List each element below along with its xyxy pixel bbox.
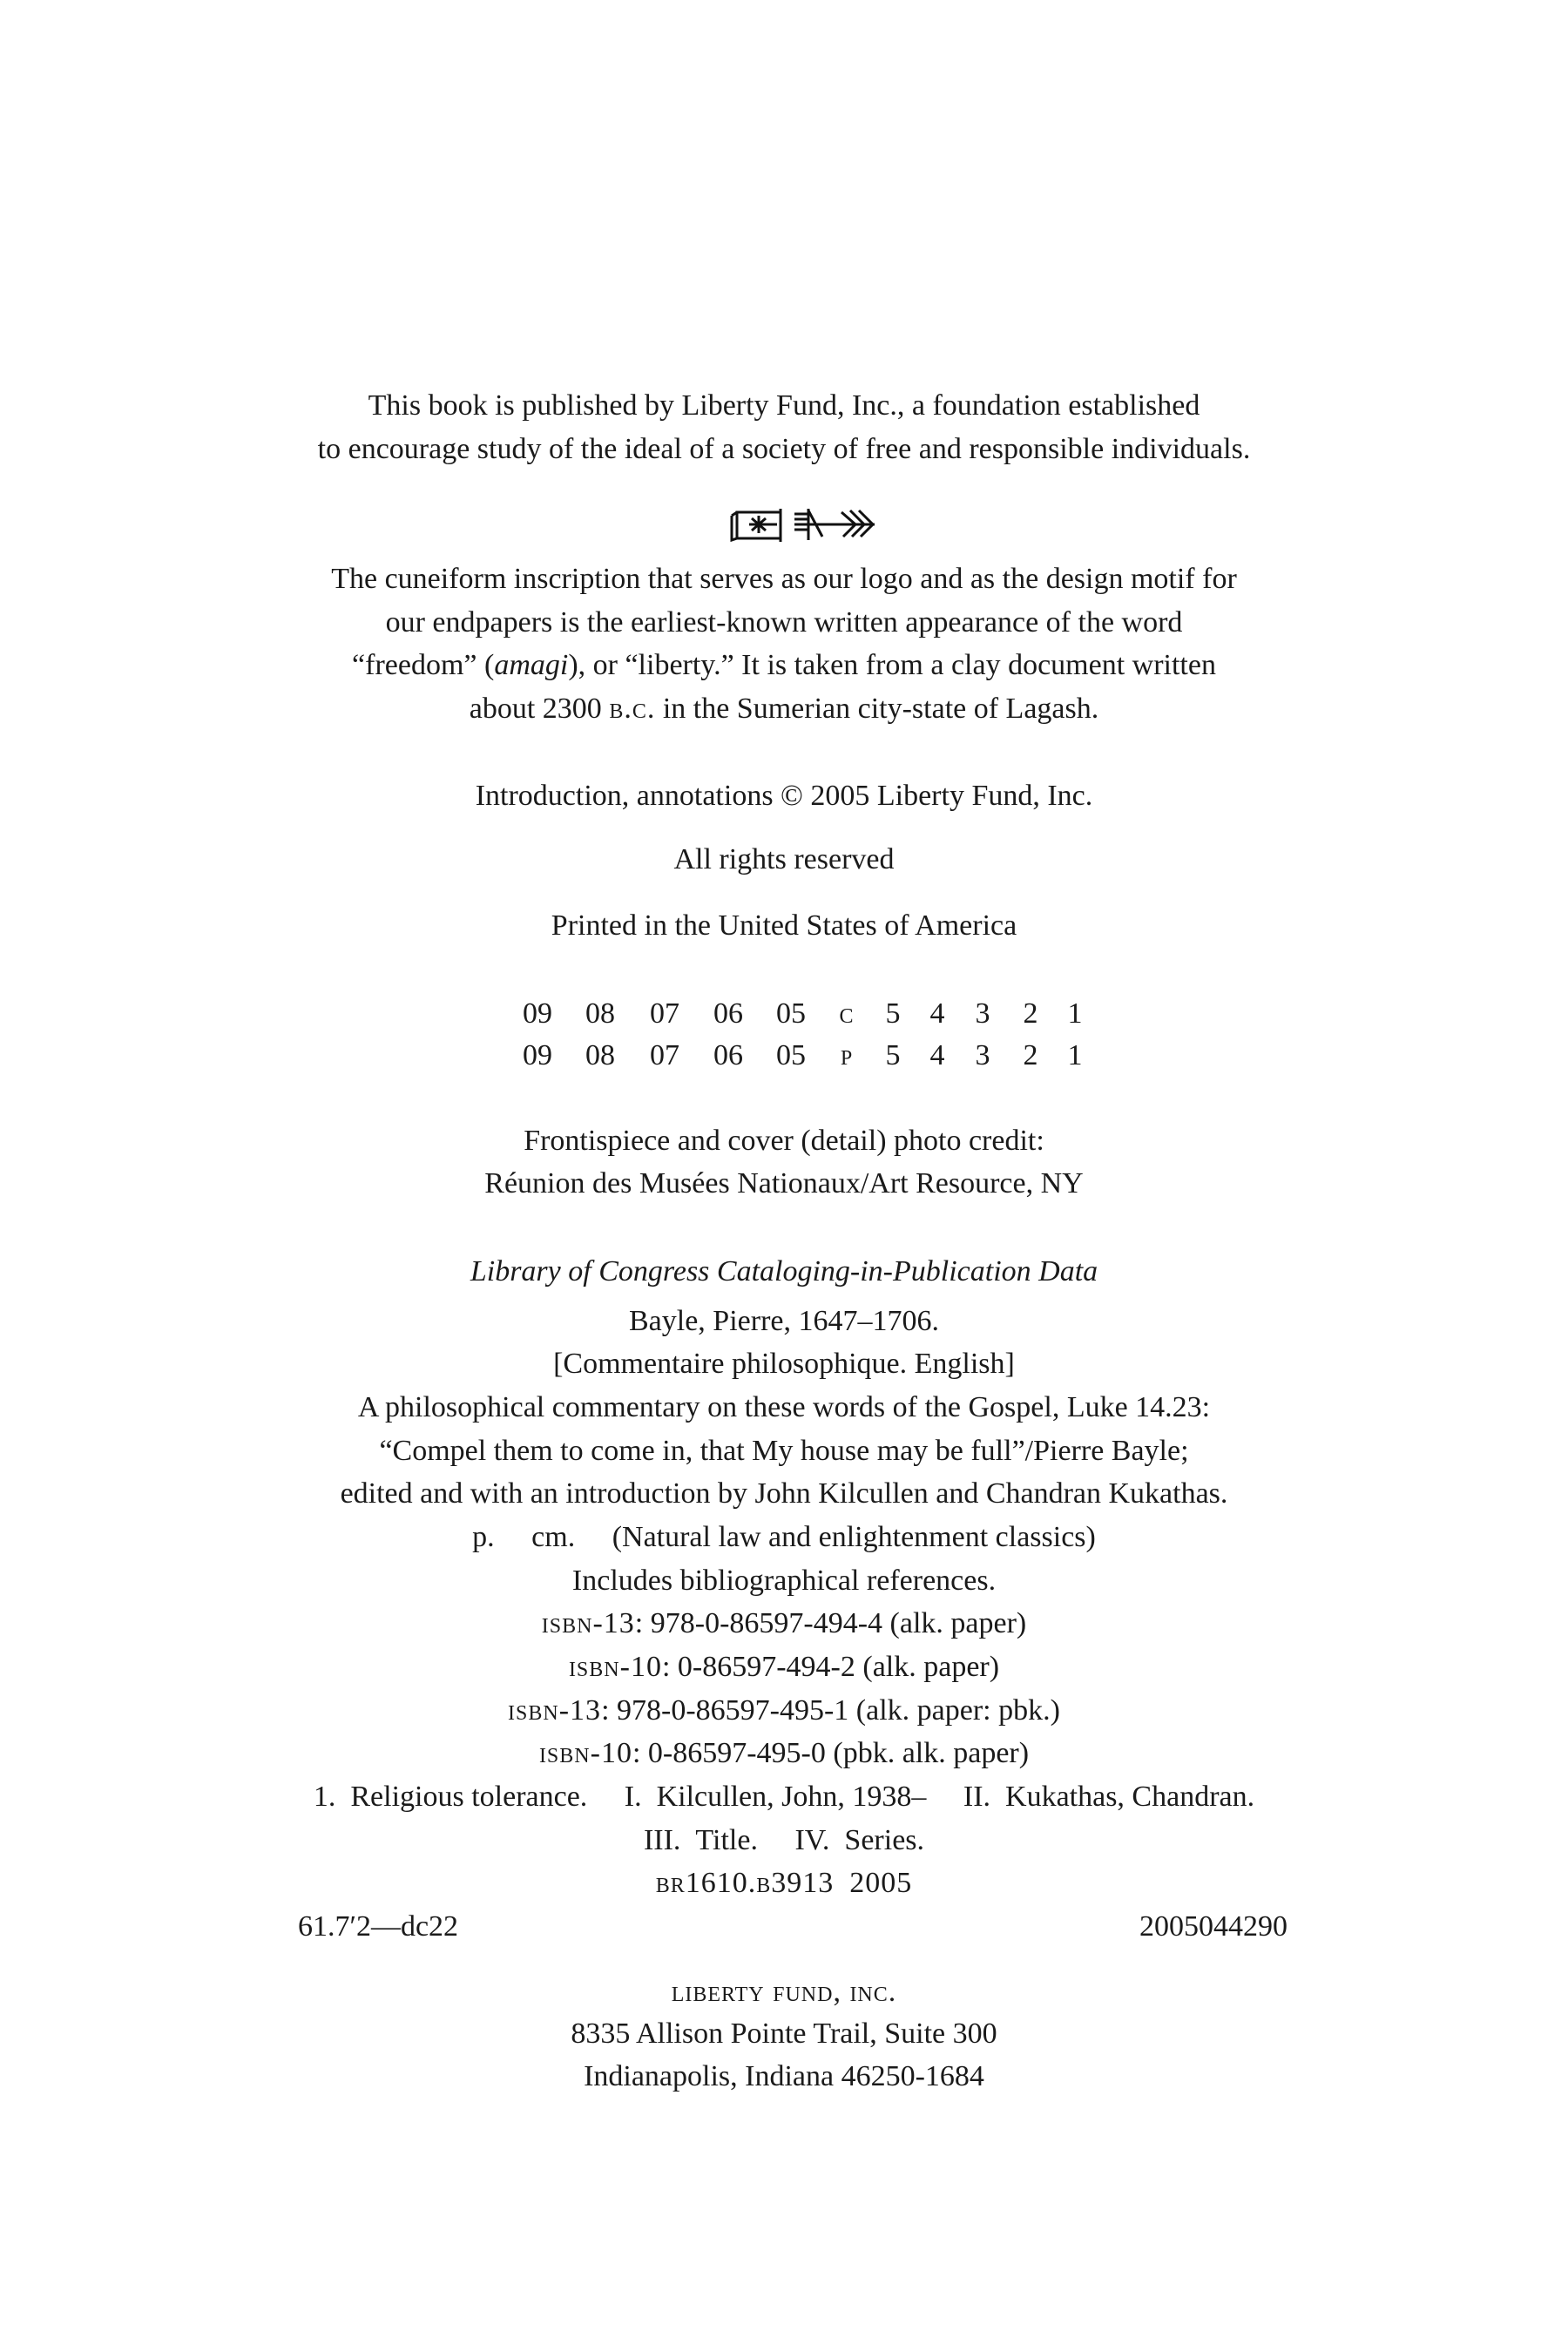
isbn-line	[0, 1602, 1568, 1646]
amagi-term: amagi	[494, 649, 569, 681]
dewey-number: 61.7′2—dc22	[298, 1910, 459, 1943]
isbn-label: isbn-13	[508, 1694, 602, 1727]
photo-credit-line: Réunion des Musées Nationaux/Art Resource, NY	[484, 1167, 1084, 1200]
address-street: 8335 Allison Pointe Trail, Suite 300	[571, 2017, 997, 2050]
isbn-value: : 978-0-86597-495-1 (alk. paper: pbk.)	[601, 1694, 1060, 1727]
isbn-label: isbn-13	[541, 1607, 635, 1639]
bc-abbrev: b.c.	[609, 693, 656, 725]
text: in the Sumerian city-state of Lagash.	[655, 693, 1099, 725]
isbn-label: isbn-10	[538, 1737, 632, 1769]
text: “freedom” (	[352, 649, 495, 681]
printing-number: 2	[1023, 997, 1038, 1030]
lccn: 2005044290	[1139, 1910, 1288, 1943]
printing-number: 5	[885, 1039, 901, 1071]
isbn-value: : 0-86597-495-0 (pbk. alk. paper)	[632, 1737, 1030, 1769]
printing-number: 07	[650, 997, 679, 1030]
address-city: Indianapolis, Indiana 46250-1684	[584, 2060, 984, 2092]
cip-heading: Library of Congress Cataloging-in-Publication Data	[470, 1255, 1098, 1288]
cuneiform-note-line	[0, 687, 1568, 731]
isbn-value: : 978-0-86597-494-4 (alk. paper)	[634, 1607, 1027, 1639]
isbn-value: : 0-86597-494-2 (alk. paper)	[661, 1651, 1000, 1683]
printing-number: 06	[713, 997, 743, 1030]
publisher-note-line: This book is published by Liberty Fund, Inc., a foundation established	[368, 389, 1200, 422]
cip-line: [Commentaire philosophique. English]	[553, 1348, 1015, 1380]
cuneiform-logo-icon	[728, 505, 876, 544]
printing-number: 4	[929, 997, 945, 1030]
subjects-line: 1. Religious tolerance. I. Kilcullen, John, 1938– II. Kukathas, Chandran.	[313, 1781, 1255, 1813]
printed-line: Printed in the United States of America	[551, 909, 1017, 942]
cip-line: Bayle, Pierre, 1647–1706.	[629, 1305, 939, 1337]
call-number: br1610.b3913 2005	[655, 1867, 913, 1899]
photo-credit-line: Frontispiece and cover (detail) photo credit:	[524, 1125, 1044, 1157]
printing-number: 05	[776, 1039, 806, 1071]
cip-line: p. cm. (Natural law and enlightenment classics)	[472, 1521, 1096, 1553]
printing-number: 09	[523, 1039, 552, 1071]
printing-number: c	[839, 997, 855, 1030]
isbn-line	[0, 1732, 1568, 1775]
cuneiform-note-line	[0, 644, 1568, 687]
cuneiform-note-line: our endpapers is the earliest-known written appearance of the word	[385, 606, 1183, 639]
publisher-note-line: to encourage study of the ideal of a society of free and responsible individuals.	[317, 433, 1251, 465]
printing-number: 08	[585, 997, 615, 1030]
subjects-line: III. Title. IV. Series.	[643, 1824, 925, 1856]
printing-number: 05	[776, 997, 806, 1030]
printing-number: 4	[929, 1039, 945, 1071]
printing-number: 06	[713, 1039, 743, 1071]
isbn-line	[0, 1646, 1568, 1689]
isbn-line	[0, 1689, 1568, 1733]
printing-number: 1	[1067, 997, 1083, 1030]
cip-line: edited and with an introduction by John Kilcullen and Chandran Kukathas.	[340, 1477, 1228, 1510]
printing-number: 1	[1067, 1039, 1083, 1071]
copyright-line: Introduction, annotations © 2005 Liberty Fund, Inc.	[475, 780, 1093, 812]
printing-number: 08	[585, 1039, 615, 1071]
publisher-name: liberty fund, inc.	[671, 1976, 897, 2008]
cuneiform-note-line: The cuneiform inscription that serves as our logo and as the design motif for	[331, 563, 1237, 595]
printing-number: 07	[650, 1039, 679, 1071]
printing-number: 5	[885, 997, 901, 1030]
cip-line: “Compel them to come in, that My house may be full”/Pierre Bayle;	[379, 1435, 1189, 1467]
printing-number: p	[840, 1039, 854, 1071]
cip-line: A philosophical commentary on these words of the Gospel, Luke 14.23:	[357, 1391, 1211, 1423]
printing-number: 3	[975, 997, 990, 1030]
printing-number: 09	[523, 997, 552, 1030]
isbn-label: isbn-10	[568, 1651, 662, 1683]
text: about 2300	[469, 693, 610, 725]
rights-line: All rights reserved	[673, 843, 895, 875]
cip-line: Includes bibliographical references.	[571, 1565, 997, 1597]
printing-number: 2	[1023, 1039, 1038, 1071]
text: ), or “liberty.” It is taken from a clay document written	[568, 649, 1216, 681]
printing-number: 3	[975, 1039, 990, 1071]
